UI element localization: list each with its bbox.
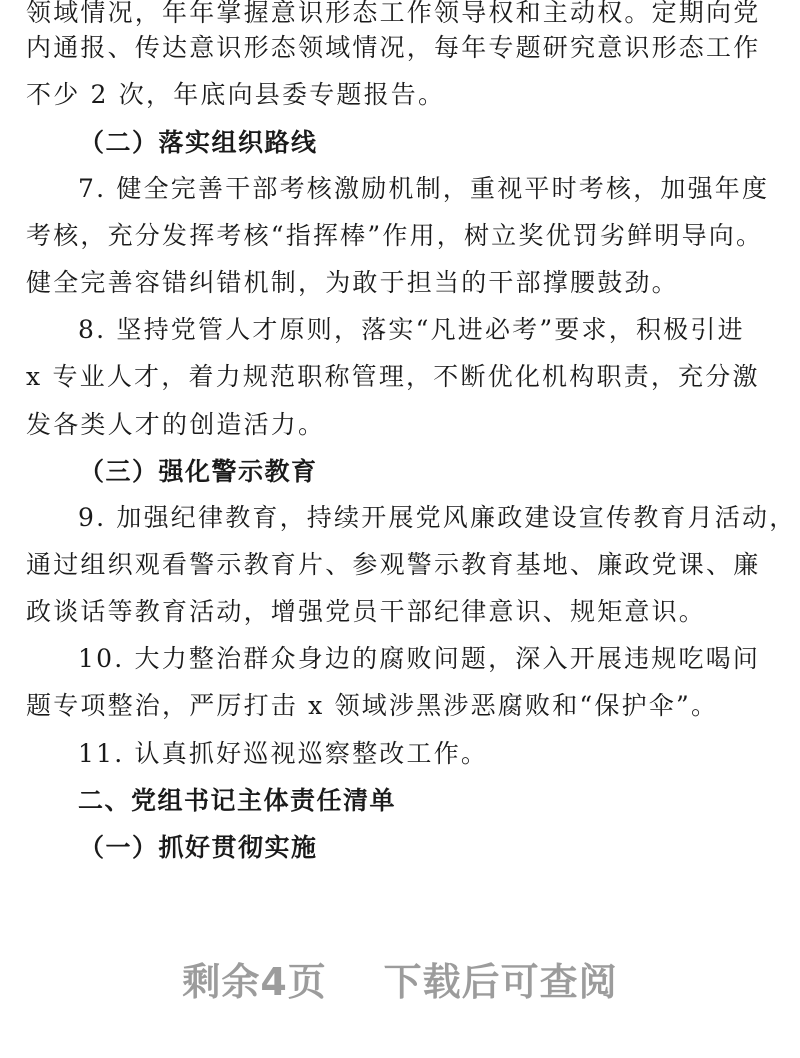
paragraph-line: 9. 加强纪律教育，持续开展党风廉政建设宣传教育月活动，: [78, 503, 797, 532]
section-heading-2: （二）落实组织路线: [79, 128, 318, 157]
paragraph-line: 8. 坚持党管人才原则，落实“凡进必考”要求，积极引进: [78, 315, 745, 344]
paragraph-line: 领域情况，年年掌握意识形态工作领导权和主动权。定期向党: [26, 0, 761, 27]
paragraph-line: 11. 认真抓好巡视巡察整改工作。: [78, 739, 489, 768]
paragraph-line: 健全完善容错纠错机制，为敢于担当的干部撑腰鼓劲。: [26, 268, 679, 297]
paragraph-line: 7. 健全完善干部考核激励机制，重视平时考核，加强年度: [78, 174, 770, 203]
paragraph-line: 不少 2 次，年底向县委专题报告。: [26, 80, 446, 109]
paragraph-line: 题专项整治，严厉打击 x 领域涉黑涉恶腐败和“保护伞”。: [26, 691, 719, 720]
section-heading-3: （三）强化警示教育: [79, 457, 318, 486]
paragraph-line: x 专业人才，着力规范职称管理，不断优化机构职责，充分激: [26, 362, 760, 391]
paragraph-line: 内通报、传达意识形态领域情况，每年专题研究意识形态工作: [26, 33, 761, 62]
section-heading-1: （一）抓好贯彻实施: [79, 833, 318, 862]
paragraph-line: 政谈话等教育活动，增强党员干部纪律意识、规矩意识。: [26, 597, 707, 626]
paragraph-line: 考核，充分发挥考核“指挥棒”作用，树立奖优罚劣鲜明导向。: [26, 221, 764, 250]
paragraph-line: 10. 大力整治群众身边的腐败问题，深入开展违规吃喝问: [78, 644, 761, 673]
remaining-pages-notice: 剩余4页 下载后可查阅: [182, 960, 618, 1004]
paragraph-line: 发各类人才的创造活力。: [26, 410, 326, 439]
paragraph-line: 通过组织观看警示教育片、参观警示教育基地、廉政党课、廉: [26, 550, 761, 579]
chapter-heading: 二、党组书记主体责任清单: [78, 786, 397, 815]
